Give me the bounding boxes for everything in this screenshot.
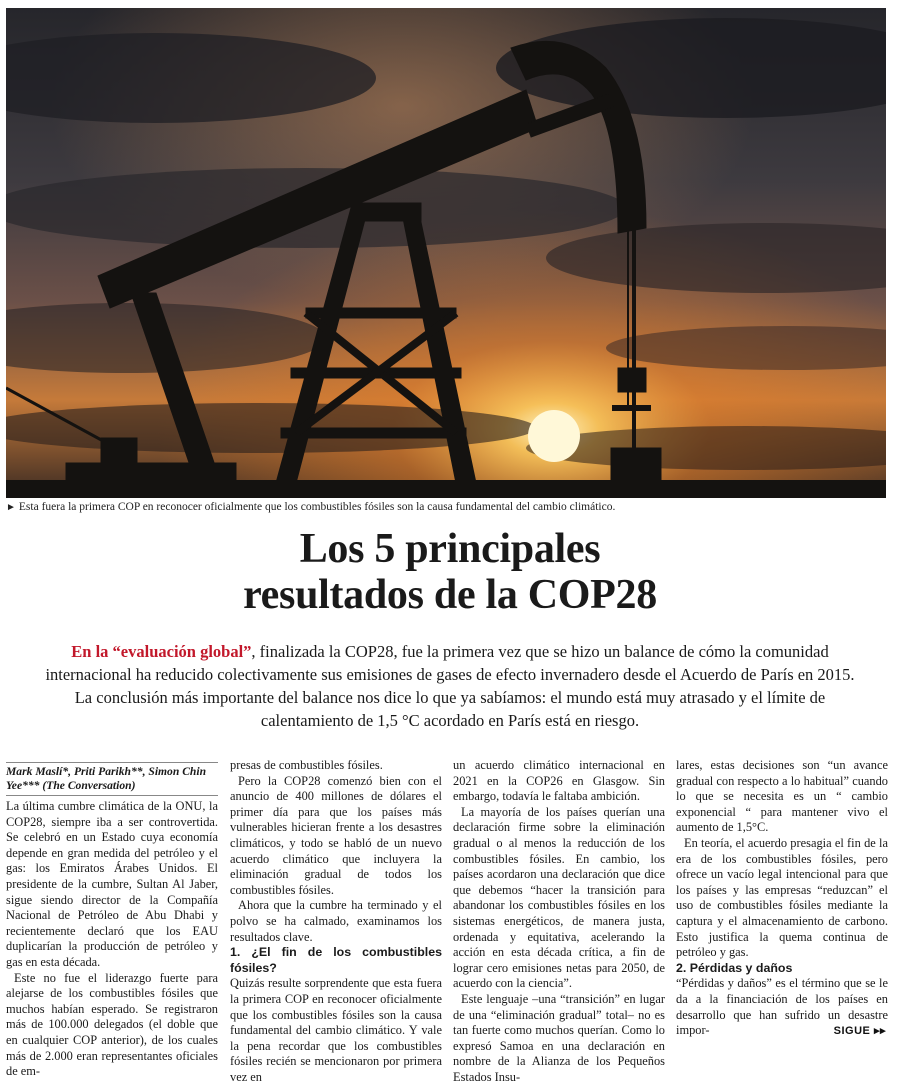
paragraph: En teoría, el acuerdo presagia el fin de la era de los combustibles fósiles, pero ofrece un vacío legal intencional para que los países y las empresas “reduzcan” el uso de combustibles fósiles mediante la captura y el almacenamiento de carbono. Esto justifica la quema continua de petróleo y gas. bbox=[676, 835, 888, 960]
lead-kicker: En la “evaluación global” bbox=[71, 642, 252, 661]
paragraph: un acuerdo climático internacional en 2021 en la COP26 en Glasgow. Sin embargo, todavía le faltaba ambición. bbox=[453, 758, 665, 804]
paragraph: Pero la COP28 comenzó bien con el anuncio de 400 millones de dólares el primer día para que los países más vulnerables hicieran frente a los desastres climáticos, y todo se habló de un nuevo acuerdo climático que incluyera la eliminación gradual de todos los combustibles fósiles. bbox=[230, 773, 442, 897]
caption-text: Esta fuera la primera COP en reconocer oficialmente que los combustibles fósiles son la causa fundamental del cambio climático. bbox=[18, 501, 616, 513]
hero-photo bbox=[6, 8, 886, 498]
article-column-1 bbox=[6, 762, 218, 1080]
article-column-4 bbox=[676, 758, 888, 1039]
paragraph: lares, estas decisiones son “un avance gradual con respecto a lo habitual” cuando lo que se necesita es un “ cambio exponencial “ para mantener vivo el aumento de 1,5°C. bbox=[676, 758, 888, 835]
article-column-3 bbox=[453, 758, 665, 1085]
continue-label: SIGUE ▸▸ bbox=[833, 1025, 886, 1037]
photo-caption bbox=[6, 501, 886, 513]
article-column-2 bbox=[230, 758, 442, 1085]
lead-paragraph bbox=[40, 640, 860, 732]
paragraph: Este no fue el liderazgo fuerte para alejarse de los combustibles fósiles que muchos habían esperado. Se registraron más de 100.000 delegados (el doble que en cualquier COP anterior), de los cuales más de 2.000 eran representantes oficiales de em- bbox=[6, 970, 218, 1079]
lead-text: , finalizada la COP28, fue la primera vez que se hizo un balance de cómo la comunidad internacional ha reducido colectivamente sus emisiones de gases de efecto invernadero desde el Acuerdo de París en 2015. La conclusión más importante del balance nos dice lo que ya sabíamos: el mundo está muy atrasado y el límite de calentamiento de 1,5 °C acordado en París está en riesgo. bbox=[45, 642, 855, 730]
paragraph: “Pérdidas y daños” es el término que se le da a la financiación de los países en desarrollo que han sufrido un desastre impor- bbox=[676, 976, 888, 1038]
paragraph: presas de combustibles fósiles. bbox=[230, 758, 383, 772]
oil-pump-jack-image bbox=[6, 8, 886, 498]
caption-triangle-icon: ► bbox=[6, 502, 16, 513]
paragraph: Quizás resulte sorprendente que esta fuera la primera COP en reconocer oficialmente que los combustibles fósiles son la causa fundamental del cambio climático. Y vale la pena recordar que los combustibles fósiles recién se mencionaron por primera vez en bbox=[230, 976, 442, 1084]
headline-line-1: Los 5 principales bbox=[299, 526, 601, 572]
byline-authors: Mark Maslí*, Priti Parikh**, Simon Chin Yee*** bbox=[6, 765, 207, 792]
byline-source: (The Conversation) bbox=[42, 779, 136, 792]
paragraph: La última cumbre climática de la ONU, la COP28, siempre iba a ser controvertida. Se celebró en un Estado cuya economía depende en gran medida del petróleo y el gas: los Emiratos Árabes Unidos. El presidente de la cumbre, Sultan Al Jaber, sigue siendo director de la Compañía Nacional de Petróleo de Abu Dhabi y recientemente declaró que los EAU duplicarían la producción de petróleo y gas en esta década. bbox=[6, 799, 218, 969]
section-heading-2: 2. Pérdidas y daños bbox=[676, 960, 793, 975]
headline bbox=[0, 526, 900, 618]
paragraph: Ahora que la cumbre ha terminado y el polvo se ha calmado, examinamos los resultados clave. bbox=[230, 898, 442, 944]
paragraph: Este lenguaje –una “transición” en lugar de una “eliminación gradual” total– no es tan fuerte como muchos querían. Como lo expresó Samoa en una declaración en nombre de la Alianza de los Pequeños Estados Insu- bbox=[453, 991, 665, 1084]
headline-line-2: resultados de la COP28 bbox=[243, 572, 657, 618]
byline bbox=[6, 762, 218, 796]
section-heading-1: 1. ¿El fin de los combustibles fósiles? bbox=[230, 945, 442, 975]
paragraph: La mayoría de los países querían una declaración firme sobre la eliminación gradual o al menos la reducción de los combustibles fósiles. En cambio, los países acordaron una declaración que dice que debemos “hacer la transición para abandonar los combustibles fósiles en los sistemas energéticos, de manera justa, ordenada y equitativa, acelerando la acción en esta década crítica, a fin de lograr cero emisiones netas para 2050, de acuerdo con la ciencia”. bbox=[453, 804, 665, 991]
